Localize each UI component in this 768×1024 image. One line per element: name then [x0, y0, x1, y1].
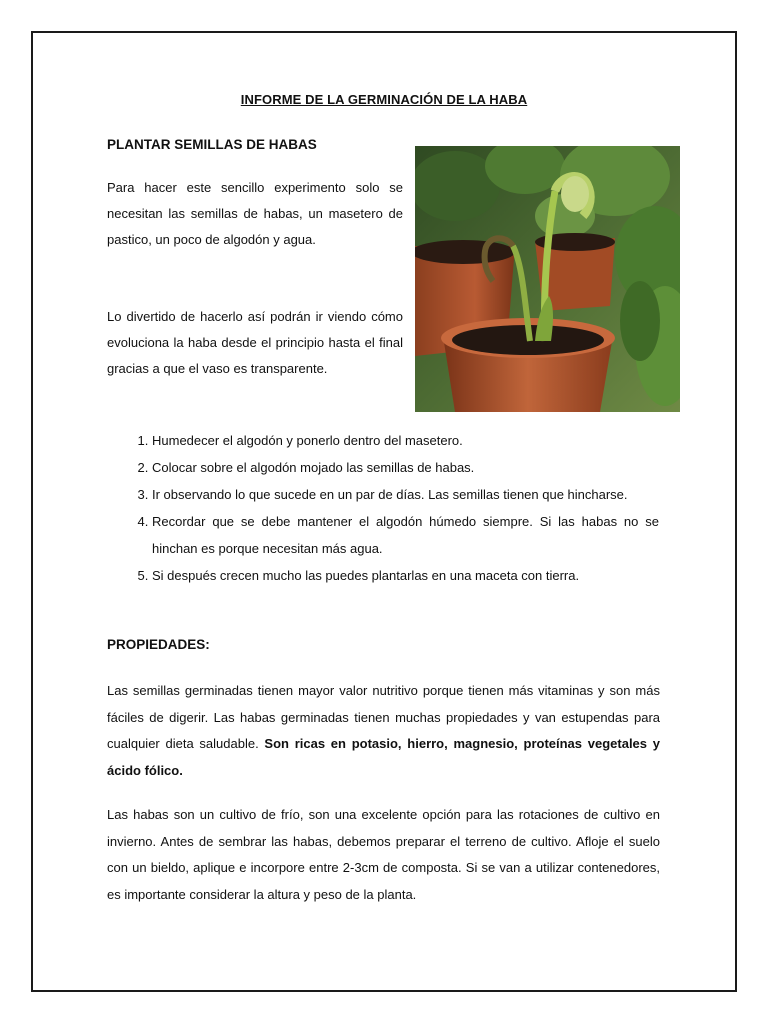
cultivation-paragraph: Las habas son un cultivo de frío, son una excelente opción para las rotaciones de cultivo en invierno. Antes de sembrar las habas, debemos preparar el terreno de cultivo. Afloje el suelo con un bieldo, aplique e incorpore entre 2-3cm de composta. Si se van a utilizar contenedores, es importante considerar la altura y peso de la planta.	[107, 807, 660, 902]
intro-paragraph: Para hacer este sencillo experimento solo se necesitan las semillas de habas, un masetero de pastico, un poco de algodón y agua.	[107, 180, 403, 247]
list-item: 5. Si después crecen mucho las puedes plantarlas en una maceta con tierra.	[152, 562, 659, 589]
bean-sprout-photo	[415, 146, 680, 412]
section-heading-plant: PLANTAR SEMILLAS DE HABAS	[107, 137, 317, 152]
section-heading-properties: PROPIEDADES:	[107, 637, 210, 652]
list-item: 1. Humedecer el algodón y ponerlo dentro del masetero.	[152, 427, 659, 454]
properties-paragraph	[107, 678, 660, 784]
steps-list	[107, 427, 659, 589]
list-item: 4. Recordar que se debe mantener el algodón húmedo siempre. Si las habas no se hinchan es porque necesitan más agua.	[152, 508, 659, 562]
properties-bold-text: Son ricas en potasio, hierro, magnesio, proteínas vegetales y ácido fólico.	[107, 736, 660, 778]
list-item: 2. Colocar sobre el algodón mojado las semillas de habas.	[152, 454, 659, 481]
document-title: INFORME DE LA GERMINACIÓN DE LA HABA	[240, 92, 528, 107]
observation-paragraph: Lo divertido de hacerlo así podrán ir viendo cómo evoluciona la haba desde el principio hasta el final gracias a que el vaso es transparente.	[107, 309, 403, 376]
list-item: 3. Ir observando lo que sucede en un par de días. Las semillas tienen que hincharse.	[152, 481, 659, 508]
properties-text: Las semillas germinadas tienen mayor valor nutritivo porque tienen más vitaminas y son más fáciles de digerir. Las habas germinadas tienen muchas propiedades y van estupendas para cualquier dieta saludable.	[107, 683, 660, 751]
